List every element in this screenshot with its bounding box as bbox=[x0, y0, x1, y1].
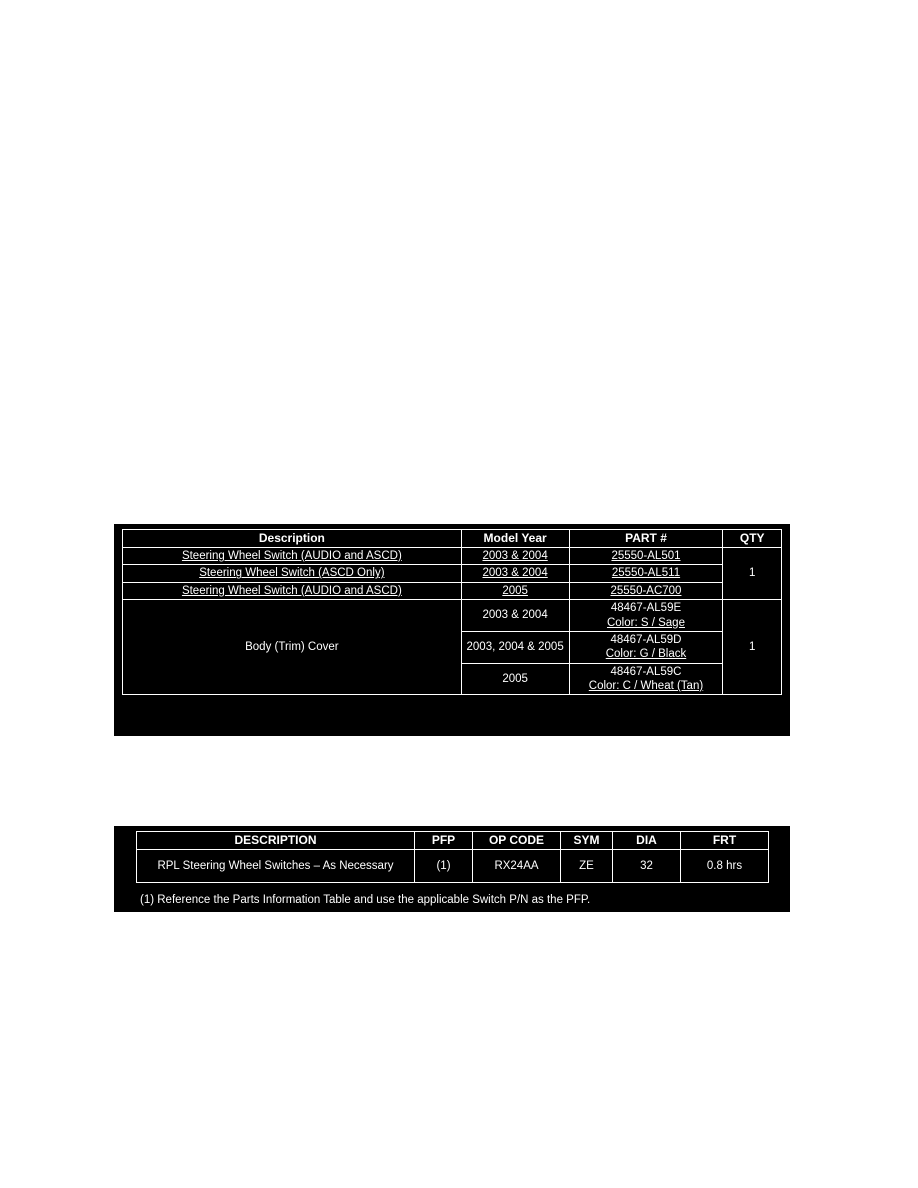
cell-model-year: 2005 bbox=[461, 582, 569, 599]
cell-dia: 32 bbox=[613, 850, 681, 883]
cell-model-year: 2003 & 2004 bbox=[461, 548, 569, 565]
claims-information-table bbox=[136, 831, 769, 883]
parts-information-panel bbox=[114, 524, 790, 736]
cell-frt: 0.8 hrs bbox=[681, 850, 769, 883]
cell-model-year: 2003, 2004 & 2005 bbox=[461, 631, 569, 663]
claims-information-panel bbox=[114, 826, 790, 912]
column-header-op-code: OP CODE bbox=[473, 832, 561, 850]
cell-part-number bbox=[569, 600, 723, 632]
cell-part-number: 25550-AL501 bbox=[569, 548, 723, 565]
column-header-description: Description bbox=[123, 530, 462, 548]
cell-description: Steering Wheel Switch (AUDIO and ASCD) bbox=[123, 582, 462, 599]
table-header-row bbox=[123, 530, 782, 548]
cell-part-number bbox=[569, 631, 723, 663]
column-header-pfp: PFP bbox=[415, 832, 473, 850]
part-color-value: Color: G / Black bbox=[605, 648, 687, 661]
table-row bbox=[123, 582, 782, 599]
cell-model-year: 2003 & 2004 bbox=[461, 565, 569, 582]
cell-description: RPL Steering Wheel Switches – As Necessary bbox=[137, 850, 415, 883]
part-number-value: 48467-AL59E bbox=[610, 602, 682, 615]
part-color-value: Color: C / Wheat (Tan) bbox=[588, 680, 704, 692]
column-header-description: DESCRIPTION bbox=[137, 832, 415, 850]
table-row bbox=[137, 850, 769, 883]
table-row bbox=[123, 565, 782, 582]
table-row bbox=[123, 600, 782, 632]
column-header-model-year: Model Year bbox=[461, 530, 569, 548]
column-header-qty: QTY bbox=[723, 530, 782, 548]
cell-part-number: 25550-AC700 bbox=[569, 582, 723, 599]
cell-part-number bbox=[569, 663, 723, 695]
cell-model-year: 2003 & 2004 bbox=[461, 600, 569, 632]
cell-description: Steering Wheel Switch (AUDIO and ASCD) bbox=[123, 548, 462, 565]
column-header-sym: SYM bbox=[561, 832, 613, 850]
cell-qty: 1 bbox=[723, 600, 782, 695]
cell-description: Steering Wheel Switch (ASCD Only) bbox=[123, 565, 462, 582]
column-header-dia: DIA bbox=[613, 832, 681, 850]
cell-qty: 1 bbox=[723, 548, 782, 600]
part-color-value: Color: S / Sage bbox=[606, 616, 685, 629]
cell-description-body-cover: Body (Trim) Cover bbox=[123, 600, 462, 695]
part-number-value: 48467-AL59D bbox=[610, 633, 682, 646]
cell-sym: ZE bbox=[561, 850, 613, 883]
cell-model-year: 2005 bbox=[461, 663, 569, 695]
column-header-frt: FRT bbox=[681, 832, 769, 850]
parts-information-table bbox=[122, 529, 782, 695]
part-number-value: 48467-AL59C bbox=[610, 665, 682, 678]
cell-op-code: RX24AA bbox=[473, 850, 561, 883]
claims-table-footnote: (1) Reference the Parts Information Table and use the applicable Switch P/N as the PFP. bbox=[140, 894, 591, 906]
table-row bbox=[123, 548, 782, 565]
table-header-row bbox=[137, 832, 769, 850]
cell-part-number: 25550-AL511 bbox=[569, 565, 723, 582]
column-header-part: PART # bbox=[569, 530, 723, 548]
cell-pfp: (1) bbox=[415, 850, 473, 883]
